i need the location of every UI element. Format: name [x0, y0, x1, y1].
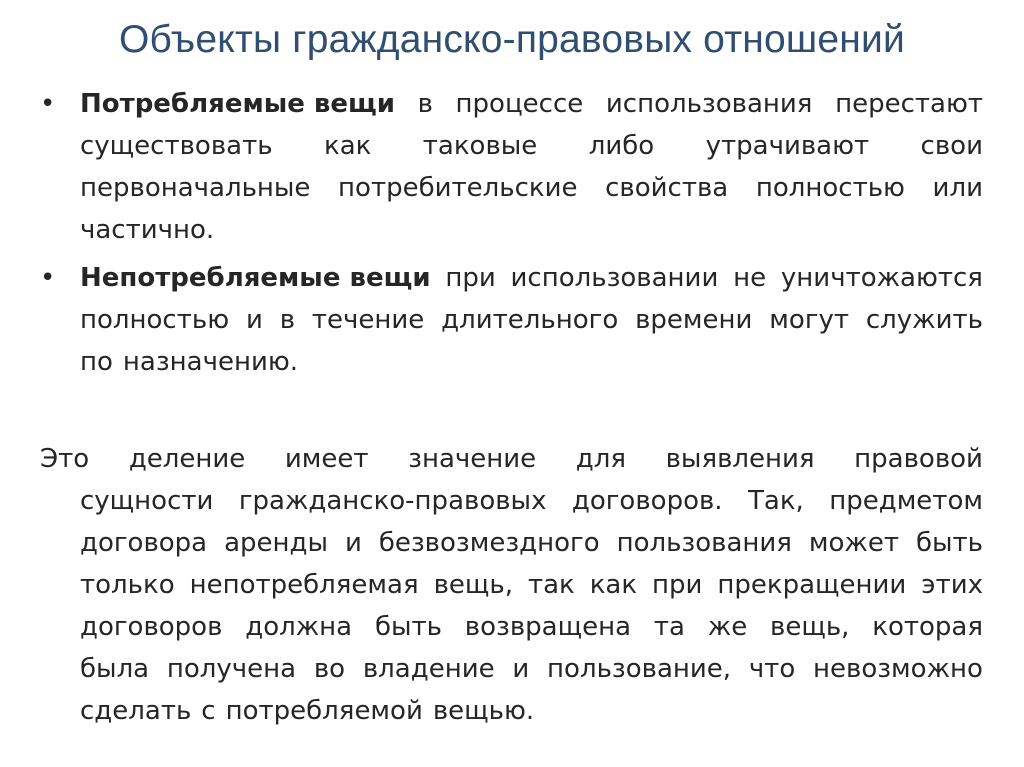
word: быть — [915, 528, 983, 558]
word: свойства — [605, 173, 729, 203]
word: могут — [769, 305, 850, 335]
word: предметом — [829, 486, 983, 516]
word: использования — [605, 89, 813, 119]
word: и — [344, 528, 362, 558]
word: процессе — [455, 89, 584, 119]
word: выявления — [665, 444, 815, 474]
word: первоначальные — [80, 173, 311, 203]
bullet-1-term: Потребляемые вещи — [80, 89, 395, 119]
word: так — [527, 570, 575, 600]
word: не — [733, 263, 767, 293]
slide-title: Объекты гражданско-правовых отношений — [119, 18, 905, 61]
word: при — [445, 263, 496, 293]
word: служить — [865, 305, 983, 335]
bullet-1-line-1 — [80, 84, 983, 125]
word: деление — [128, 444, 246, 474]
word: свои — [920, 131, 983, 161]
word: течение — [311, 305, 425, 335]
word: значение — [408, 444, 537, 474]
word: по — [80, 347, 113, 377]
word: уничтожаются — [780, 263, 983, 293]
word: полностью — [755, 173, 905, 203]
paragraph-line-6 — [80, 649, 983, 690]
bullet-1-line-4 — [80, 210, 983, 251]
word: непотребляемая — [189, 570, 419, 600]
bullet-2-term: Непотребляемые вещи — [80, 263, 431, 293]
word: длительного — [441, 305, 619, 335]
paragraph-line-1 — [40, 439, 983, 480]
word: что — [748, 654, 796, 684]
paragraph-line-3 — [80, 523, 983, 564]
word: владение — [362, 654, 495, 684]
word: при — [652, 570, 703, 600]
word: имеет — [284, 444, 369, 474]
word: в — [417, 89, 433, 119]
word: перестают — [835, 89, 983, 119]
word: назначению. — [122, 347, 298, 377]
word: сущности — [80, 486, 214, 516]
word: утрачивают — [705, 131, 870, 161]
word: получена — [166, 654, 297, 684]
word: договоров — [80, 612, 223, 642]
word: и — [512, 654, 530, 684]
word: может — [808, 528, 899, 558]
word: прекращении — [717, 570, 907, 600]
word: же — [707, 612, 748, 642]
word: только — [80, 570, 175, 600]
word: для — [575, 444, 626, 474]
word: либо — [588, 131, 655, 161]
word: этих — [921, 570, 983, 600]
word: безвозмездного — [378, 528, 600, 558]
word: Это — [40, 444, 90, 474]
word: существовать — [80, 131, 273, 161]
paragraph-line-2 — [80, 481, 983, 522]
word: вещью. — [432, 696, 535, 726]
word: сделать — [80, 696, 192, 726]
word: возвращена — [464, 612, 632, 642]
word: гражданско-правовых — [238, 486, 547, 516]
bullet-marker: • — [40, 263, 56, 293]
word: времени — [635, 305, 753, 335]
bullet-2-line-1 — [80, 258, 983, 299]
word: правовой — [854, 444, 983, 474]
word: быть — [374, 612, 442, 642]
bullet-1-line-2 — [80, 126, 983, 167]
word: таковые — [422, 131, 538, 161]
word: или — [932, 173, 983, 203]
word: аренды — [224, 528, 329, 558]
word: потребительские — [338, 173, 578, 203]
word: невозможно — [813, 654, 983, 684]
word: частично. — [80, 215, 215, 245]
word: должна — [245, 612, 353, 642]
word: во — [313, 654, 346, 684]
bullet-2-line-2 — [80, 300, 983, 341]
word: была — [80, 654, 150, 684]
word: договора — [80, 528, 208, 558]
word: вещь, — [770, 612, 850, 642]
bullet-1-line-3 — [80, 168, 983, 209]
word: договоров. — [571, 486, 723, 516]
word: пользование, — [547, 654, 732, 684]
word: с — [201, 696, 216, 726]
bullet-2-line-3 — [80, 342, 983, 383]
word: вещь, — [433, 570, 513, 600]
paragraph-line-7 — [80, 691, 983, 732]
word: которая — [872, 612, 983, 642]
word: пользования — [616, 528, 792, 558]
paragraph-line-5 — [80, 607, 983, 648]
word: потребляемой — [225, 696, 423, 726]
bullet-marker: • — [40, 89, 56, 119]
word: как — [589, 570, 638, 600]
word: как — [323, 131, 372, 161]
word: в — [279, 305, 296, 335]
word: та — [653, 612, 685, 642]
word: Так, — [748, 486, 804, 516]
word: использовании — [510, 263, 719, 293]
word: полностью — [80, 305, 230, 335]
word: и — [245, 305, 263, 335]
paragraph-line-4 — [80, 565, 983, 606]
